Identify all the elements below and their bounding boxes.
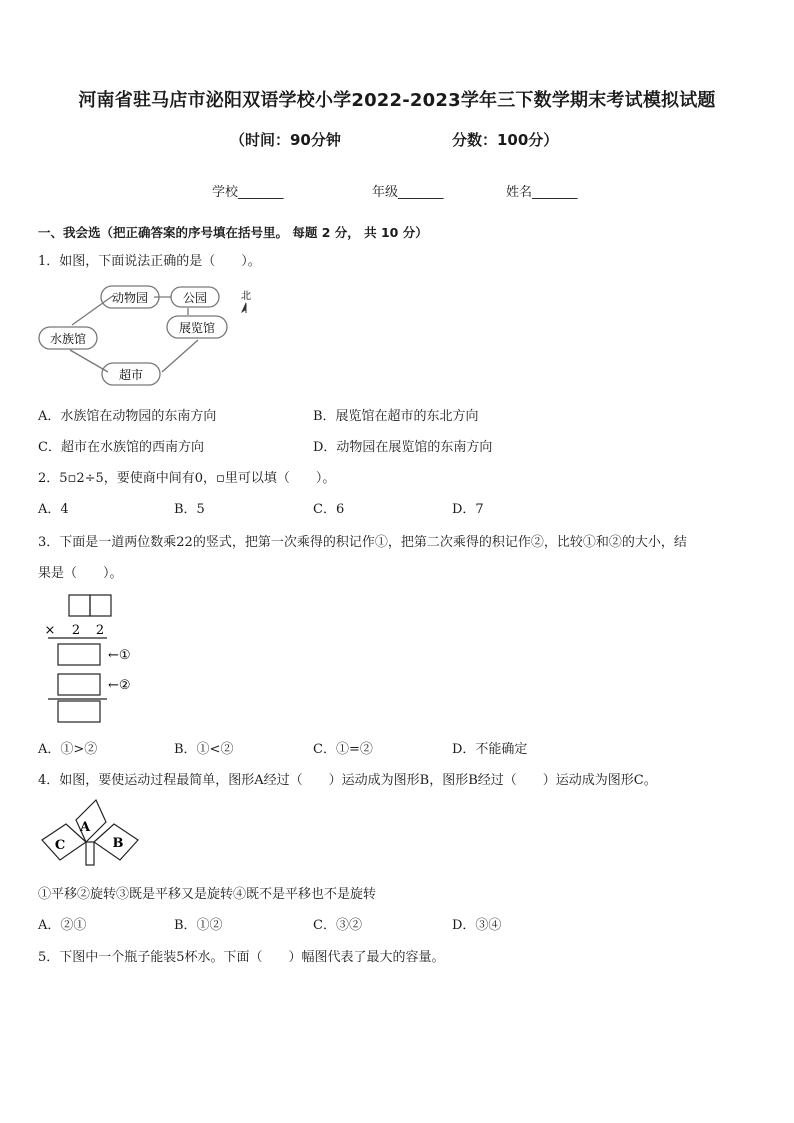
q4-choices: ①平移②旋转③既是平移又是旋转④既不是平移也不是旋转 <box>38 887 377 902</box>
multiplier-digit-ones: 2 <box>95 623 105 638</box>
q2-stem: 2．5▫2÷5，要使商中间有0，▫里可以填（ ）。 <box>38 471 336 486</box>
q3-stem-line2: 果是（ ）。 <box>38 566 123 581</box>
q2-option-d[interactable]: D．7 <box>452 502 484 517</box>
q2-option-a[interactable]: A．4 <box>38 502 69 517</box>
mark-first-product: ←① <box>108 648 131 663</box>
school-field: 学校_______ <box>212 185 284 200</box>
q4-stem: 4．如图，要使运动过程最简单，图形A经过（ ）运动成为图形B，图形B经过（ ）运动成为图形C。 <box>38 773 657 788</box>
times-sign: × <box>44 623 56 638</box>
q1-map-figure <box>36 282 266 392</box>
q1-option-a[interactable]: A．水族馆在动物园的东南方向 <box>38 409 217 424</box>
grade-field: 年级_______ <box>372 185 444 200</box>
exam-time: （时间：90分钟 <box>230 131 341 149</box>
q3-option-d[interactable]: D．不能确定 <box>452 742 528 757</box>
q5-stem: 5．下图中一个瓶子能装5杯水。下面（ ）幅图代表了最大的容量。 <box>38 950 445 965</box>
mark-second-product: ←② <box>108 678 131 693</box>
name-field: 姓名_______ <box>506 185 578 200</box>
exam-title: 河南省驻马店市泌阳双语学校小学2022-2023学年三下数学期末考试模拟试题 <box>78 90 716 111</box>
q4-shapes-figure <box>38 798 148 870</box>
exam-score: 分数：100分） <box>452 131 559 149</box>
q3-option-a[interactable]: A．①>② <box>38 742 98 757</box>
q1-stem: 1．如图，下面说法正确的是（ ）。 <box>38 254 261 269</box>
shape-c-label: C <box>54 838 66 853</box>
q3-stem-line1: 3．下面是一道两位数乘22的竖式，把第一次乘得的积记作①，把第二次乘得的积记作②，比较①和②的大小，结 <box>38 535 687 550</box>
q3-option-c[interactable]: C．①=② <box>313 742 373 757</box>
section-heading: 一、我会选（把正确答案的序号填在括号里。 每题 2 分， 共 10 分） <box>38 225 428 240</box>
q2-option-b[interactable]: B．5 <box>174 502 205 517</box>
north-label: 北 <box>241 291 251 302</box>
q4-option-d[interactable]: D．③④ <box>452 918 502 933</box>
q3-vertical-multiplication-figure <box>38 592 158 724</box>
q4-option-b[interactable]: B．①② <box>174 918 223 933</box>
map-supermarket: 超市 <box>118 368 144 382</box>
shape-b-label: B <box>112 836 124 851</box>
multiplier-digit-tens: 2 <box>71 623 81 638</box>
q4-option-a[interactable]: A．②① <box>38 918 87 933</box>
q1-option-b[interactable]: B．展览馆在超市的东北方向 <box>313 409 479 424</box>
q1-option-c[interactable]: C．超市在水族馆的西南方向 <box>38 440 204 455</box>
map-park: 公园 <box>182 291 208 305</box>
shape-a-label: A <box>79 820 91 835</box>
north-arrow-icon <box>241 302 246 313</box>
q4-option-c[interactable]: C．③② <box>313 918 362 933</box>
q3-option-b[interactable]: B．①<② <box>174 742 234 757</box>
q1-option-d[interactable]: D．动物园在展览馆的东南方向 <box>313 440 493 455</box>
map-aquarium: 水族馆 <box>49 332 87 346</box>
map-exhibition: 展览馆 <box>178 321 216 335</box>
map-zoo: 动物园 <box>111 291 149 305</box>
q2-option-c[interactable]: C．6 <box>313 502 345 517</box>
